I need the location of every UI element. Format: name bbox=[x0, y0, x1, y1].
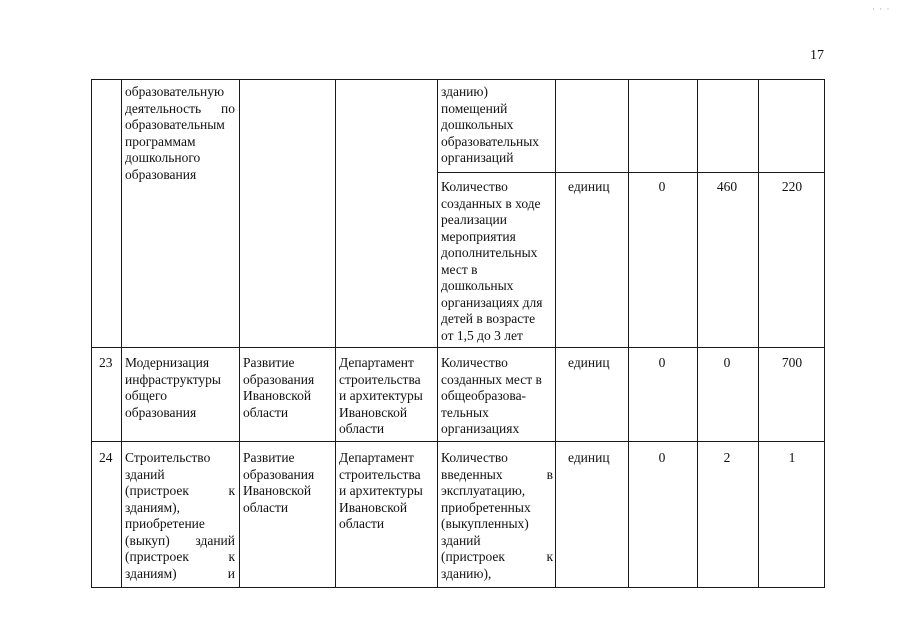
indicator-name-cell-line: общеобразова- bbox=[441, 388, 527, 403]
event-name-cell-word: (пристроек bbox=[125, 549, 189, 564]
program-name-cell-line: образования bbox=[243, 371, 315, 387]
event-name-cell-word: деятельность bbox=[125, 100, 202, 116]
event-name-cell-line bbox=[125, 549, 235, 566]
indicator-name-cell-line: приобретенных bbox=[441, 499, 531, 515]
executor-cell-line: Ивановской bbox=[339, 404, 408, 420]
indicator-name-cell-line: Количество bbox=[441, 179, 508, 194]
indicator-name-cell-word: (пристроек bbox=[441, 549, 505, 564]
table-rule-v-index bbox=[121, 79, 122, 588]
event-name-cell-line: образовательным bbox=[125, 117, 225, 132]
unit-cell: единиц bbox=[568, 355, 610, 370]
indicator-name-cell-word: в bbox=[546, 466, 553, 482]
indicator-name-cell-line: зданию), bbox=[441, 565, 492, 581]
indicator-name-cell-line: детей в возрасте bbox=[441, 311, 536, 326]
row-index: 23 bbox=[99, 355, 113, 370]
table-rule-v-left bbox=[91, 79, 92, 588]
event-name-cell-line: программам bbox=[125, 133, 196, 149]
indicator-name-cell-line: созданных в ходе bbox=[441, 195, 541, 211]
event-name-cell-word: к bbox=[228, 549, 235, 564]
value-1-cell: 0 bbox=[658, 450, 666, 465]
event-name-cell-line: образования bbox=[125, 166, 197, 182]
program-name-cell-line: Развитие bbox=[243, 355, 295, 370]
event-name-cell-line bbox=[125, 101, 235, 118]
executor-cell-line: строительства bbox=[339, 466, 421, 482]
event-name-cell-line: зданий bbox=[125, 466, 165, 482]
table-rule-row-24 bbox=[91, 441, 825, 442]
indicator-name-cell-line: образовательных bbox=[441, 133, 540, 149]
event-name-cell-word: и bbox=[227, 565, 235, 581]
event-name-cell-line: образовательную bbox=[125, 84, 225, 99]
executor-cell-line: Департамент bbox=[339, 355, 414, 370]
event-name-cell bbox=[125, 450, 235, 582]
program-name-cell-line: области bbox=[243, 499, 289, 515]
indicator-name-cell-line: дошкольных bbox=[441, 278, 514, 293]
event-name-cell-line bbox=[125, 533, 235, 550]
indicator-name-cell-line: эксплуатацию, bbox=[441, 483, 526, 498]
unit-cell: единиц bbox=[568, 179, 610, 194]
scan-corner-mark: · · · bbox=[872, 4, 891, 14]
indicator-name-cell-line: Количество bbox=[441, 450, 508, 465]
indicator-name-cell-line: тельных bbox=[441, 404, 489, 420]
program-name-cell-line: области bbox=[243, 404, 289, 420]
indicator-name-cell-line bbox=[441, 549, 553, 566]
program-name-cell bbox=[243, 450, 333, 516]
executor-cell-line: области bbox=[339, 421, 385, 436]
event-name-cell bbox=[125, 84, 235, 183]
event-name-cell-line: образования bbox=[125, 404, 197, 420]
program-name-cell bbox=[243, 355, 333, 421]
indicator-name-cell-line: зданий bbox=[441, 532, 481, 548]
executor-cell-line: и архитектуры bbox=[339, 388, 423, 403]
table-rule-v-indicator bbox=[555, 79, 556, 588]
event-name-cell-line: зданиям), bbox=[125, 499, 181, 515]
table-rule-v-event bbox=[239, 79, 240, 588]
executor-cell-line: и архитектуры bbox=[339, 483, 423, 498]
table-rule-v-right bbox=[824, 79, 825, 588]
table-rule-v-val1 bbox=[697, 79, 698, 588]
event-name-cell-line: Строительство bbox=[125, 450, 211, 465]
event-name-cell-word: (выкуп) bbox=[125, 532, 170, 548]
value-2-cell: 0 bbox=[723, 355, 731, 370]
table-rule-indicator-split bbox=[437, 172, 825, 173]
row-index: 24 bbox=[99, 450, 113, 465]
event-name-cell-line: дошкольного bbox=[125, 150, 201, 165]
program-name-cell-line: Ивановской bbox=[243, 388, 312, 403]
event-name-cell-line: приобретение bbox=[125, 516, 205, 531]
indicator-name-cell-line: реализации bbox=[441, 212, 507, 227]
indicator-name-cell-line: от 1,5 до 3 лет bbox=[441, 327, 523, 343]
executor-cell bbox=[339, 450, 435, 533]
executor-cell-line: Ивановской bbox=[339, 499, 408, 515]
indicator-name-cell-line: (выкупленных) bbox=[441, 516, 529, 531]
indicator-name-cell-word: к bbox=[546, 549, 553, 564]
indicator-name-cell bbox=[441, 84, 553, 167]
executor-cell-line: области bbox=[339, 516, 385, 531]
table-rule-top bbox=[91, 79, 825, 80]
executor-cell-line: строительства bbox=[339, 371, 421, 387]
value-3-cell: 700 bbox=[781, 355, 803, 370]
event-name-cell-line: инфраструктуры bbox=[125, 371, 221, 387]
event-name-cell-line bbox=[125, 483, 235, 500]
value-3-cell: 1 bbox=[788, 450, 796, 465]
indicator-name-cell-line bbox=[441, 467, 553, 484]
indicator-name-cell-line: дошкольных bbox=[441, 117, 514, 132]
indicator-name-cell-line: дополнительных bbox=[441, 245, 538, 260]
table-rule-v-program bbox=[335, 79, 336, 588]
indicator-name-cell bbox=[441, 450, 553, 582]
value-2-cell: 2 bbox=[723, 450, 731, 465]
executor-cell bbox=[339, 355, 435, 438]
indicator-name-cell-line: мест в bbox=[441, 261, 478, 277]
indicator-name-cell-line: организациях bbox=[441, 421, 520, 436]
indicator-name-cell-line: помещений bbox=[441, 100, 508, 116]
value-1-cell: 0 bbox=[658, 355, 666, 370]
program-name-cell-line: Ивановской bbox=[243, 483, 312, 498]
indicator-name-cell-line: созданных мест в bbox=[441, 371, 542, 387]
value-1-cell: 0 bbox=[658, 179, 666, 194]
event-name-cell-line: общего bbox=[125, 388, 167, 403]
indicator-name-cell-line: зданию) bbox=[441, 84, 488, 99]
event-name-cell-line bbox=[125, 566, 235, 583]
table-rule-row-23 bbox=[91, 347, 825, 348]
table-rule-v-executor bbox=[437, 79, 438, 588]
indicator-name-cell bbox=[441, 179, 553, 344]
page-number: 17 bbox=[810, 48, 824, 63]
event-name-cell-word: (пристроек bbox=[125, 483, 189, 498]
value-3-cell: 220 bbox=[781, 179, 803, 194]
unit-cell: единиц bbox=[568, 450, 610, 465]
table-rule-v-unit bbox=[628, 79, 629, 588]
event-name-cell-word: зданиям) bbox=[125, 565, 177, 581]
event-name-cell bbox=[125, 355, 235, 421]
indicator-name-cell-line: организаций bbox=[441, 150, 514, 165]
event-name-cell-line: Модернизация bbox=[125, 355, 210, 370]
indicator-name-cell-word: введенных bbox=[441, 466, 503, 482]
table-rule-v-val2 bbox=[758, 79, 759, 588]
indicator-name-cell-line: организациях для bbox=[441, 294, 543, 310]
executor-cell-line: Департамент bbox=[339, 450, 414, 465]
indicator-name-cell-line: Количество bbox=[441, 355, 508, 370]
event-name-cell-word: по bbox=[221, 100, 235, 116]
table-rule-bottom bbox=[91, 587, 825, 588]
indicator-name-cell bbox=[441, 355, 553, 438]
indicator-name-cell-line: мероприятия bbox=[441, 228, 516, 244]
event-name-cell-word: к bbox=[228, 483, 235, 498]
value-2-cell: 460 bbox=[716, 179, 738, 194]
program-name-cell-line: образования bbox=[243, 466, 315, 482]
program-name-cell-line: Развитие bbox=[243, 450, 295, 465]
event-name-cell-word: зданий bbox=[195, 532, 235, 548]
